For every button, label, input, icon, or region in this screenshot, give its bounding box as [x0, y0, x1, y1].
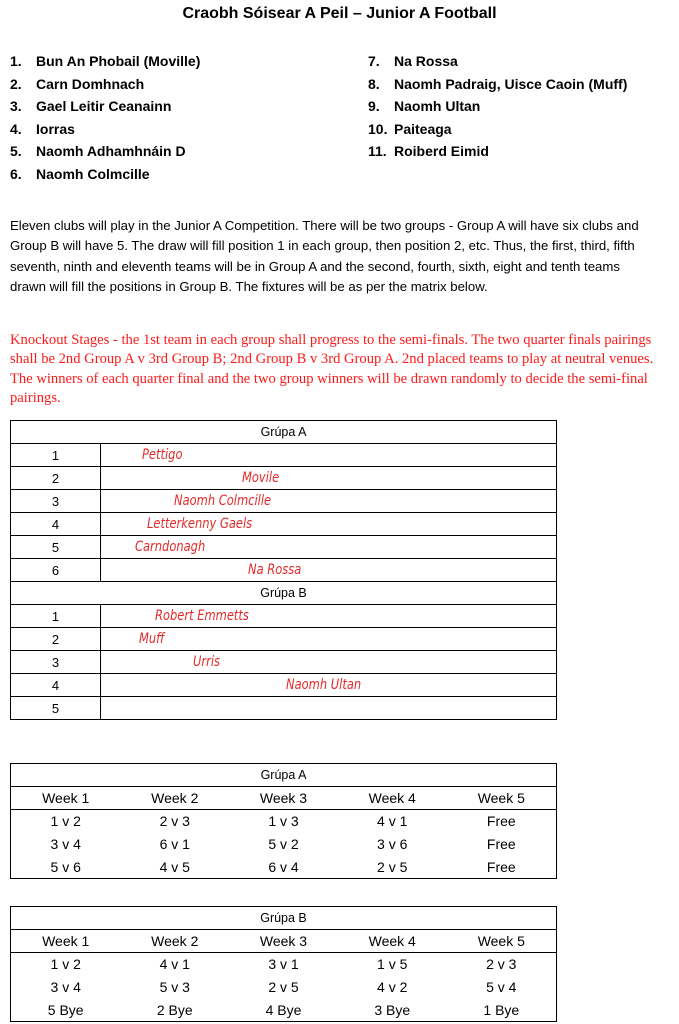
week-header: Week 2 [120, 787, 229, 810]
club-list-right [368, 50, 627, 163]
position-cell: 4 [11, 513, 101, 536]
club-item [368, 118, 627, 141]
club-number: 11. [368, 143, 387, 159]
team-name: Naomh Ultan [286, 677, 362, 693]
club-number: 7. [368, 53, 380, 69]
table-row [11, 651, 557, 674]
fixture-cell: 5 v 6 [11, 856, 121, 879]
fixture-cell: 1 v 3 [268, 813, 299, 830]
table-row [11, 999, 557, 1022]
club-number: 9. [368, 98, 380, 114]
table-row [11, 605, 557, 628]
club-number: 5. [10, 143, 22, 159]
team-cell [101, 536, 557, 559]
fixture-cell: 2 v 3 [159, 813, 190, 830]
fixture-cell: 2 v 3 [447, 953, 557, 976]
club-list-left [10, 50, 200, 185]
fixture-cell: Free [447, 810, 557, 833]
group-b-header: Grúpa B [11, 582, 557, 605]
fixture-cell: 5 v 2 [268, 836, 299, 852]
fixture-cell: 3 v 4 [11, 833, 121, 856]
team-cell [101, 513, 557, 536]
team-cell [101, 697, 557, 720]
table-row [11, 536, 557, 559]
club-name: Roiberd Eimid [394, 143, 489, 159]
club-name: Paiteaga [394, 120, 452, 137]
table-row [11, 953, 557, 976]
fixture-cell: 4 v 5 [120, 856, 229, 879]
page-title: Craobh Sóisear A Peil – Junior A Football [182, 5, 497, 22]
team-name: Na Rossa [248, 562, 302, 578]
club-item [368, 50, 627, 73]
club-name: Naomh Adhamhnáin D [36, 143, 186, 159]
team-name: Pettigo [142, 447, 183, 463]
club-name: Na Rossa [394, 53, 458, 69]
fixture-cell: 1 v 2 [11, 953, 121, 976]
table-row [11, 810, 557, 833]
club-name: Iorras [36, 120, 75, 137]
fixture-cell: 4 v 1 [377, 813, 408, 830]
week-header: Week 3 [229, 787, 338, 810]
team-cell [101, 490, 557, 513]
team-cell [101, 674, 557, 697]
club-name: Naomh Padraig, Uisce Caoin (Muff) [394, 75, 628, 92]
table-row [11, 833, 557, 856]
team-cell [101, 628, 557, 651]
team-name: Urris [193, 654, 221, 670]
week-header: Week 3 [229, 930, 338, 953]
team-cell [101, 444, 557, 467]
fixture-cell: Free [447, 856, 557, 879]
fixture-cell: 1 v 5 [377, 956, 408, 973]
position-cell: 1 [11, 605, 101, 628]
club-item [368, 73, 627, 96]
fixture-cell: 4 Bye [229, 999, 338, 1022]
table-row [11, 490, 557, 513]
fixture-cell: 6 v 4 [229, 856, 338, 879]
fixture-cell: 2 Bye [120, 999, 229, 1022]
table-row [11, 559, 557, 582]
position-cell: 5 [11, 697, 101, 720]
position-cell: 6 [11, 559, 101, 582]
position-cell: 3 [11, 490, 101, 513]
fixture-cell: Free [447, 833, 557, 856]
position-cell: 2 [11, 467, 101, 490]
club-item [10, 50, 200, 73]
team-name: Muff [139, 631, 165, 647]
fixture-cell: 5 v 3 [159, 979, 190, 995]
position-cell: 2 [11, 628, 101, 651]
table-row [11, 467, 557, 490]
club-number: 6. [10, 165, 22, 182]
team-name: Movile [242, 470, 280, 486]
club-name: Naomh Colmcille [36, 165, 150, 182]
fixture-cell: 6 v 1 [159, 836, 190, 852]
club-name: Gael Leitir Ceanainn [36, 98, 172, 114]
club-item [10, 118, 200, 141]
week-header: Week 4 [338, 787, 447, 810]
club-number: 8. [368, 75, 380, 92]
team-cell [101, 605, 557, 628]
club-item [368, 95, 627, 118]
fixture-cell: 2 v 5 [268, 979, 299, 995]
team-name: Carndonagh [135, 539, 206, 555]
fixtures-a-header: Grúpa A [11, 764, 557, 787]
fixture-cell: 4 v 1 [159, 956, 190, 973]
fixture-cell: 3 v 1 [268, 956, 299, 973]
team-name: Letterkenny Gaels [147, 516, 253, 532]
fixture-cell: 1 v 2 [11, 810, 121, 833]
table-row [11, 976, 557, 999]
week-header: Week 5 [447, 787, 557, 810]
club-number: 3. [10, 98, 22, 114]
club-number: 10. [368, 120, 388, 137]
fixtures-table-group-a [10, 763, 557, 879]
club-number: 1. [10, 53, 22, 69]
week-header: Week 1 [11, 787, 121, 810]
fixture-cell: 3 Bye [338, 999, 447, 1022]
table-row [11, 697, 557, 720]
fixture-cell: 3 v 4 [11, 976, 121, 999]
team-name: Robert Emmetts [155, 608, 249, 624]
week-header: Week 5 [447, 930, 557, 953]
club-item [10, 163, 200, 186]
team-cell [101, 559, 557, 582]
position-cell: 1 [11, 444, 101, 467]
position-cell: 3 [11, 651, 101, 674]
table-row [11, 444, 557, 467]
position-cell: 4 [11, 674, 101, 697]
fixture-cell: 1 Bye [447, 999, 557, 1022]
club-name: Carn Domhnach [36, 75, 145, 92]
table-row [11, 628, 557, 651]
table-row [11, 674, 557, 697]
fixtures-b-header: Grúpa B [11, 907, 557, 930]
club-number: 4. [10, 120, 22, 137]
club-item [10, 73, 200, 96]
team-cell [101, 467, 557, 490]
week-header: Week 2 [120, 930, 229, 953]
fixture-cell: 2 v 5 [338, 856, 447, 879]
club-item [368, 140, 627, 163]
club-item [10, 140, 200, 163]
fixture-cell: 3 v 6 [377, 836, 408, 852]
club-name: Naomh Ultan [394, 98, 481, 114]
club-name: Bun An Phobail (Moville) [36, 53, 201, 69]
week-header: Week 1 [11, 930, 121, 953]
week-header: Week 4 [338, 930, 447, 953]
position-cell: 5 [11, 536, 101, 559]
draw-table [10, 420, 557, 720]
fixtures-table-group-b [10, 906, 557, 1022]
table-row [11, 513, 557, 536]
club-item [10, 95, 200, 118]
fixture-cell: 5 Bye [11, 999, 121, 1022]
knockout-rules: Knockout Stages - the 1st team in each group shall progress to the semi-finals. The two quarter finals pairings shall be 2nd Group A v 3rd Group B; 2nd Group B v 3rd Group A. 2nd placed teams to play at neutral venues. The winners of each quarter final and the two group winners will be drawn randomly to decide the semi-final pairings. [10, 332, 654, 406]
fixture-cell: 4 v 2 [377, 979, 408, 995]
team-cell [101, 651, 557, 674]
team-name: Naomh Colmcille [174, 493, 272, 509]
competition-description: Eleven clubs will play in the Junior A Competition. There will be two groups - Group A will have six clubs and Group B will have 5. The draw will fill position 1 in each group, then position 2, etc. Thus, the first, third, fifth seventh, ninth and eleventh teams will be in Group A and the second, fourth, sixth, eight and tenth teams drawn will fill the positions in Group B. The fixtures will be as per the matrix below. [10, 218, 639, 295]
table-row [11, 856, 557, 879]
fixture-cell: 5 v 4 [447, 976, 557, 999]
group-a-header: Grúpa A [11, 421, 557, 444]
club-number: 2. [10, 75, 22, 92]
